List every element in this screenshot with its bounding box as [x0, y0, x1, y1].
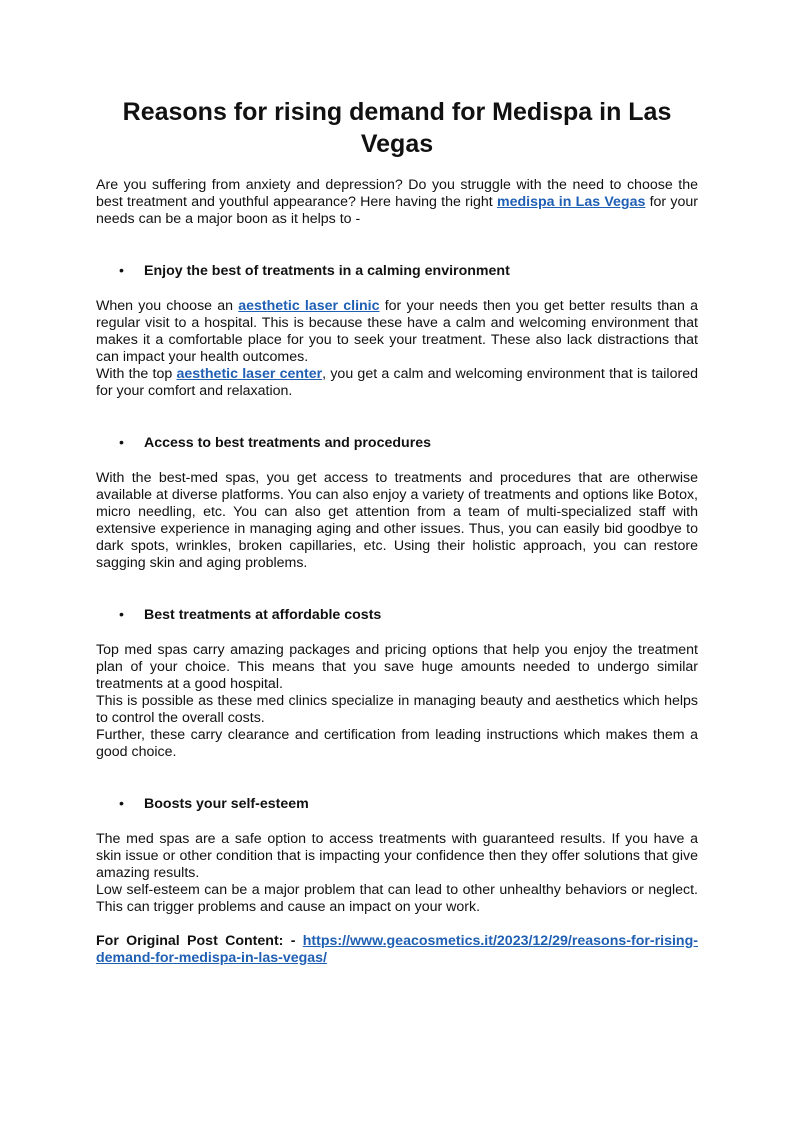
section-heading-self-esteem: • Boosts your self-esteem: [119, 796, 309, 812]
bullet-icon: •: [119, 263, 124, 279]
section-paragraph: This is possible as these med clinics specialize in managing beauty and aesthetics which helps to control the overall costs.: [96, 693, 698, 726]
page-title: Reasons for rising demand for Medispa in Las Vegas: [122, 98, 672, 158]
section-paragraph: The med spas are a safe option to access treatments with guaranteed results. If you have a skin issue or other condition that is impacting your confidence then they offer solutions that give amazing results.: [96, 831, 698, 881]
document-page: [96, 96, 698, 967]
section-paragraph: With the top aesthetic laser center, you get a calm and welcoming environment that is tailored for your comfort and relaxation.: [96, 366, 698, 399]
section-heading-access: • Access to best treatments and procedures: [119, 435, 431, 451]
section-heading-calming: • Enjoy the best of treatments in a calming environment: [119, 263, 510, 279]
bullet-icon: •: [119, 607, 124, 623]
aesthetic-laser-clinic-link[interactable]: aesthetic laser clinic: [238, 298, 380, 314]
bullet-icon: •: [119, 435, 124, 451]
section-paragraph: Top med spas carry amazing packages and pricing options that help you enjoy the treatment plan of your choice. This means that you save huge amounts needed to undergo similar treatments at a good hospital.: [96, 642, 698, 692]
section-paragraph: Further, these carry clearance and certification from leading instructions which makes them a good choice.: [96, 727, 698, 760]
intro-paragraph: Are you suffering from anxiety and depression? Do you struggle with the need to choose the best treatment and youthful appearance? Here having the right medispa in Las Vegas for your needs can be a major boon as it helps to -: [96, 177, 698, 227]
section-paragraph: When you choose an aesthetic laser clinic for your needs then you get better results than a regular visit to a hospital. This is because these have a calm and welcoming environment that makes it a comfortable place for you to seek your treatment. These also lack distractions that can impact your health outcomes.: [96, 298, 698, 365]
original-post-footer: For Original Post Content: - https://www.geacosmetics.it/2023/12/29/reasons-for-rising-demand-for-medispa-in-las-vegas/: [96, 933, 698, 966]
original-post-link[interactable]: https://www.geacosmetics.it/2023/12/29/reasons-for-rising-demand-for-medispa-in-las-vegas/: [96, 933, 698, 966]
section-paragraph: Low self-esteem can be a major problem that can lead to other unhealthy behaviors or neglect. This can trigger problems and cause an impact on your work.: [96, 882, 698, 915]
section-paragraph: With the best-med spas, you get access to treatments and procedures that are otherwise available at diverse platforms. You can also enjoy a variety of treatments and options like Botox, micro needling, etc. You can also get attention from a team of multi-specialized staff with extensive experience in managing aging and other issues. Thus, you can easily bid goodbye to dark spots, wrinkles, broken capillaries, etc. Using their holistic approach, you can restore sagging skin and aging problems.: [96, 470, 698, 571]
aesthetic-laser-center-link[interactable]: aesthetic laser center: [176, 366, 323, 382]
bullet-icon: •: [119, 796, 124, 812]
medispa-link[interactable]: medispa in Las Vegas: [497, 194, 646, 210]
section-heading-affordable: • Best treatments at affordable costs: [119, 607, 382, 623]
